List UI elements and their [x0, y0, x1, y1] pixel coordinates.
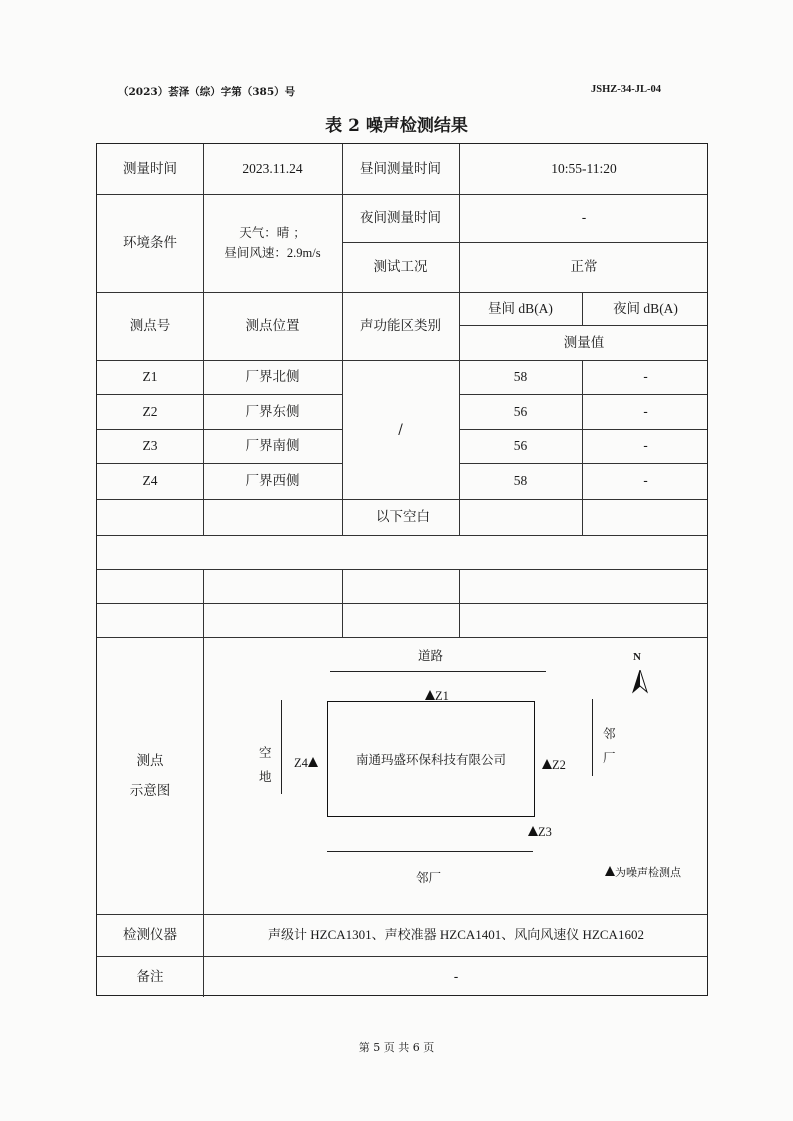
- instrument-value: 声级计 HZCA1301、声校准器 HZCA1401、风向风速仪 HZCA1602: [268, 927, 644, 942]
- day-time-value: 10:55-11:20: [551, 161, 617, 176]
- west-label-a: 空: [259, 745, 272, 760]
- col-day-db: 昼间 dB(A): [488, 300, 553, 316]
- blank-note: 以下空白: [376, 509, 430, 525]
- triangle-icon: [542, 759, 552, 769]
- env-weather: 天气：晴 ；: [239, 225, 306, 240]
- row-z3-location: 厂界南侧: [245, 438, 300, 454]
- col-point-no: 测点号: [129, 318, 171, 334]
- east-label-b: 厂: [603, 750, 616, 765]
- noise-result-table: [96, 143, 708, 996]
- east-label-a: 邻: [603, 726, 616, 741]
- diagram-label: 测点 示意图: [129, 752, 171, 799]
- row-z1-night: -: [643, 369, 648, 385]
- west-label-b: 地: [259, 769, 272, 784]
- col-measured-value: 测量值: [563, 334, 605, 351]
- row-z1-no: Z1: [142, 369, 158, 384]
- row-z1-location: 厂界北侧: [245, 369, 300, 385]
- zone-value: /: [398, 421, 403, 438]
- north-label: N: [633, 651, 641, 663]
- remarks-value: -: [453, 968, 459, 985]
- site-diagram: [203, 637, 709, 914]
- point-z1: Z1: [425, 689, 449, 704]
- night-time-label: 夜间测量时间: [360, 210, 441, 226]
- col-point-location: 测点位置: [245, 318, 300, 334]
- point-z4: Z4: [294, 756, 318, 771]
- row-z4-location: 厂界西侧: [245, 473, 300, 489]
- table-title: 表 2 噪声检测结果: [325, 116, 468, 136]
- legend: 为噪声检测点: [605, 864, 681, 880]
- row-z2-no: Z2: [142, 403, 158, 419]
- instrument-label: 检测仪器: [123, 927, 177, 943]
- triangle-icon: [605, 866, 615, 876]
- condition-label: 测试工况: [373, 259, 428, 275]
- row-z2-night: -: [643, 403, 648, 420]
- day-time-label: 昼间测量时间: [360, 161, 441, 177]
- road-line: [330, 671, 546, 672]
- row-z4-day: 58: [513, 473, 528, 488]
- triangle-icon: [425, 690, 435, 700]
- row-z3-no: Z3: [142, 438, 158, 453]
- row-z3-day: 56: [513, 438, 528, 453]
- row-z3-night: -: [643, 438, 648, 454]
- north-arrow-icon: [632, 670, 648, 694]
- env-wind: 昼间风速：2.9m/s: [224, 246, 321, 260]
- company-building: 南通玛盛环保科技有限公司: [327, 701, 535, 817]
- condition-value: 正常: [570, 259, 598, 275]
- west-boundary-line: [281, 700, 282, 794]
- col-night-db: 夜间 dB(A): [613, 300, 678, 316]
- point-z3: Z3: [528, 825, 552, 840]
- document-code: JSHZ-34-JL-04: [591, 84, 662, 95]
- row-z2-location: 厂界东侧: [245, 403, 300, 420]
- col-zone-category: 声功能区类别: [360, 318, 441, 334]
- date-label: 测量时间: [123, 161, 177, 177]
- report-number: （2023）荟泽（综）字第（385）号: [118, 86, 296, 98]
- date-value: 2023.11.24: [242, 161, 303, 176]
- point-z2: Z2: [542, 758, 566, 773]
- night-time-value: -: [581, 210, 587, 226]
- east-boundary-line: [592, 699, 593, 776]
- remarks-label: 备注: [136, 968, 164, 985]
- row-z2-day: 56: [513, 403, 528, 419]
- triangle-icon: [528, 826, 538, 836]
- page-footer: 第 5 页 共 6 页: [358, 1041, 435, 1054]
- env-value: [203, 194, 342, 292]
- triangle-icon: [308, 757, 318, 767]
- row-z4-night: -: [643, 473, 648, 489]
- env-label: 环境条件: [123, 235, 177, 251]
- road-label: 道路: [418, 648, 444, 663]
- south-label: 邻厂: [416, 870, 442, 885]
- row-z4-no: Z4: [142, 473, 158, 488]
- south-boundary-line: [327, 851, 533, 852]
- row-z1-day: 58: [513, 369, 528, 384]
